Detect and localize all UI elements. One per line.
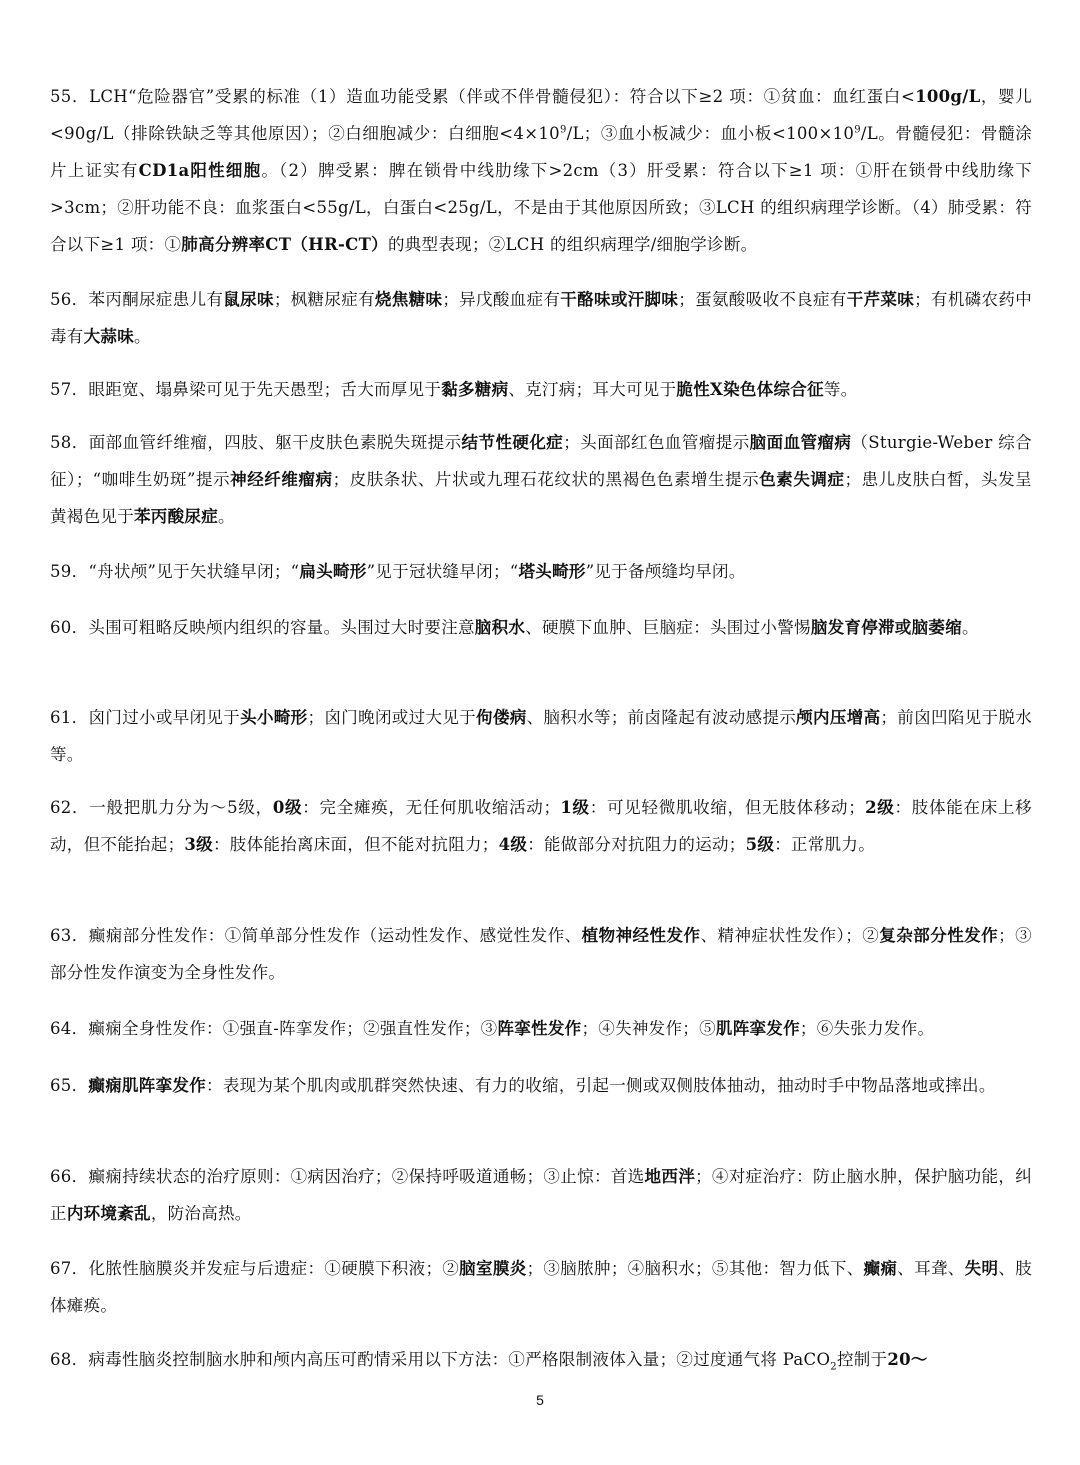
bold-term: 内环境紊乱 [66, 1204, 151, 1223]
item-66 [50, 1158, 1032, 1232]
bold-term: 癫痫 [863, 1259, 898, 1278]
item-63 [50, 917, 1032, 991]
text-run: 。 [218, 507, 235, 526]
text-run: ：完全瘫痪，无任何肌收缩活动； [302, 798, 561, 817]
bold-term: 脑室膜炎 [459, 1259, 527, 1278]
bold-term: 复杂部分性发作 [879, 926, 999, 945]
text-run: ；囟门晚闭或过大见于 [307, 708, 477, 727]
bold-term: 苯丙酸尿症 [134, 507, 218, 526]
bold-term: 脑发育停滞或脑萎缩 [810, 618, 963, 637]
text-run: 66．癫痫持续状态的治疗原则：①病因治疗；②保持呼吸道通畅；③止惊：首选 [50, 1167, 645, 1186]
bold-term: CD1a阳性细胞 [138, 161, 262, 180]
text-run: ：正常肌力。 [774, 835, 876, 854]
item-56 [50, 281, 1032, 355]
bold-term: 黏多糖病 [441, 380, 509, 399]
text-run: 58．面部血管纤维瘤，四肢、躯干皮肤色素脱失斑提示 [50, 433, 462, 452]
item-68 [50, 1341, 1032, 1378]
bold-term: 脑面血管瘤病 [749, 433, 852, 452]
text-run: 55．LCH“危险器官”受累的标准（1）造血功能受累（伴或不伴骨髓侵犯）：符合以下≥2 项：①贫血：血红蛋白< [50, 87, 916, 106]
text-run: ，防治高热。 [150, 1204, 252, 1223]
text-run: 、精神症状性发作）；② [700, 926, 880, 945]
bold-term: 2级 [865, 798, 895, 817]
text-run: 59．“舟状颅”见于矢状缝早闭；“ [50, 562, 300, 581]
item-55 [50, 78, 1032, 263]
bold-term: 颅内压增高 [796, 708, 881, 727]
superscript: 9 [854, 124, 861, 136]
page-number: 5 [536, 1392, 544, 1408]
text-run: 、耳聋、 [897, 1259, 965, 1278]
item-67 [50, 1250, 1032, 1324]
text-run: ；前囟凹陷见于脱水等。 [50, 708, 1033, 764]
bold-term: 肺高分辨率CT（HR-CT） [181, 235, 388, 254]
text-run: （Sturgie-Weber 综合征）；“咖啡生奶斑”提示 [50, 433, 1032, 489]
text-run: ：肢体能在床上移动，但不能抬起； [50, 798, 1032, 854]
text-run: 63．癫痫部分性发作：①简单部分性发作（运动性发作、感觉性发作、 [50, 926, 582, 945]
text-run: ；患儿皮肤白皙，头发呈黄褐色见于 [50, 470, 1032, 526]
text-run: 62．一般把肌力分为～5级， [50, 798, 273, 817]
bold-term: 阵挛性发作 [497, 1019, 582, 1038]
bold-term: 佝偻病 [476, 708, 527, 727]
bold-term: 肌阵挛发作 [715, 1019, 800, 1038]
text-run: 。 [134, 327, 151, 346]
text-run: 控制于 [836, 1350, 888, 1369]
text-run: 。 [962, 618, 979, 637]
text-run: 68．病毒性脑炎控制脑水肿和颅内高压可酌情采用以下方法：①严格限制液体入量；②过度通气将 PaCO [50, 1350, 831, 1369]
bold-term: 干芹菜味 [846, 290, 915, 309]
bold-term: 鼠尿味 [223, 290, 274, 309]
text-run: ，婴儿<90g/L（排除铁缺乏等其他原因）；②白细胞减少：白细胞<4×10 [50, 87, 1032, 143]
text-run: ：可见轻微肌收缩，但无肢体移动； [589, 798, 866, 817]
bold-term: 脆性X染色体综合征 [676, 380, 824, 399]
text-run: ；④对症治疗：防止脑水肿，保护脑功能，纠正 [50, 1167, 1033, 1223]
text-run: 的典型表现；②LCH 的组织病理学/细胞学诊断。 [387, 235, 758, 254]
bold-term: 结节性硬化症 [461, 433, 564, 452]
text-run: /L。骨髓侵犯：骨髓涂片上证实有 [50, 124, 1032, 180]
text-run: 56．苯丙酮尿症患儿有 [50, 290, 224, 309]
text-run: ：表现为某个肌肉或肌群突然快速、有力的收缩，引起一侧或双侧肢体抽动，抽动时手中物品落地或摔出。 [206, 1076, 996, 1095]
text-run: ；③部分性发作演变为全身性发作。 [50, 926, 1032, 982]
bold-term: 0级 [272, 798, 303, 817]
text-run: ；皮肤条状、片状或九理石花纹状的黑褐色色素增生提示 [332, 470, 760, 489]
text-run: 、肢体瘫痪。 [50, 1259, 1033, 1315]
bold-term: 塔头畸形 [518, 562, 586, 581]
text-run: ：肢体能抬离床面，但不能对抗阻力； [213, 835, 499, 854]
item-61 [50, 699, 1032, 773]
text-run: 60．头围可粗略反映颅内组织的容量。头围过大时要注意 [50, 618, 475, 637]
bold-term: 烧焦糖味 [374, 290, 443, 309]
bold-term: 植物神经性发作 [581, 926, 701, 945]
text-run: 、硬膜下血肿、巨脑症：头围过小警惕 [525, 618, 811, 637]
text-run: 67．化脓性脑膜炎并发症与后遗症：①硬膜下积液；② [50, 1259, 460, 1278]
bold-term: 1级 [560, 798, 590, 817]
bold-term: 扁头畸形 [299, 562, 367, 581]
text-run: ；异戊酸血症有 [442, 290, 561, 309]
bold-term: 大蒜味 [83, 327, 135, 346]
text-run: 等。 [823, 380, 858, 399]
text-run: ”见于备颅缝均早闭。 [585, 562, 746, 581]
text-run: ；头面部红色血管瘤提示 [563, 433, 750, 452]
text-run: ；③脑脓肿；④脑积水；⑤其他：智力低下、 [526, 1259, 864, 1278]
item-64 [50, 1010, 1032, 1047]
item-60 [50, 609, 1032, 646]
item-62 [50, 789, 1032, 863]
bold-term: 地西泮 [644, 1167, 696, 1186]
text-run: 61．囟门过小或早闭见于 [50, 708, 241, 727]
item-59 [50, 553, 1032, 590]
text-run: ；⑥失张力发作。 [799, 1019, 935, 1038]
bold-term: 100g/L [915, 87, 981, 106]
text-run: 65． [50, 1076, 89, 1095]
text-run: /L；③血小板减少：血小板<100×10 [566, 124, 855, 143]
text-run: ；④失神发作；⑤ [581, 1019, 716, 1038]
bold-term: 失明 [964, 1259, 999, 1278]
text-run: 。（2）脾受累：脾在锁骨中线肋缘下>2cm（3）肝受累：符合以下≥1 项：①肝在锁骨中线肋缘下>3cm；②肝功能不良：血浆蛋白<55g/L，白蛋白<25g/L，不是由于其他原因所致；③LCH 的组织病理学诊断。（4）肺受累：符合以下≥1 项：① [50, 161, 1033, 254]
bold-term: 4级 [498, 835, 528, 854]
bold-term: 20～ [887, 1350, 928, 1369]
item-57 [50, 371, 1032, 408]
text-run: ；枫糖尿症有 [273, 290, 375, 309]
bold-term: 干酪味或汗脚味 [560, 290, 679, 309]
text-run: ；蛋氨酸吸收不良症有 [678, 290, 847, 309]
text-run: 、脑积水等；前卤隆起有波动感提示 [526, 708, 797, 727]
text-run: 64．癫痫全身性发作：①强直-阵挛发作；②强直性发作；③ [50, 1019, 498, 1038]
text-run: ”见于冠状缝早闭；“ [366, 562, 519, 581]
item-58 [50, 424, 1032, 535]
superscript: 9 [559, 124, 567, 136]
subscript: 2 [830, 1361, 837, 1373]
bold-term: 癫痫肌阵挛发作 [88, 1076, 207, 1095]
text-run: 57．眼距宽、塌鼻梁可见于先天愚型；舌大而厚见于 [50, 380, 442, 399]
text-run: ；有机磷农药中毒有 [50, 290, 1033, 346]
bold-term: 5级 [745, 835, 775, 854]
bold-term: 3级 [184, 835, 213, 854]
item-65 [50, 1067, 1032, 1104]
bold-term: 色素失调症 [759, 470, 845, 489]
bold-term: 脑积水 [474, 618, 526, 637]
text-run: ：能做部分对抗阻力的运动； [527, 835, 746, 854]
bold-term: 头小畸形 [240, 708, 308, 727]
text-run: 、克汀病；耳大可见于 [508, 380, 677, 399]
bold-term: 神经纤维瘤病 [230, 470, 333, 489]
